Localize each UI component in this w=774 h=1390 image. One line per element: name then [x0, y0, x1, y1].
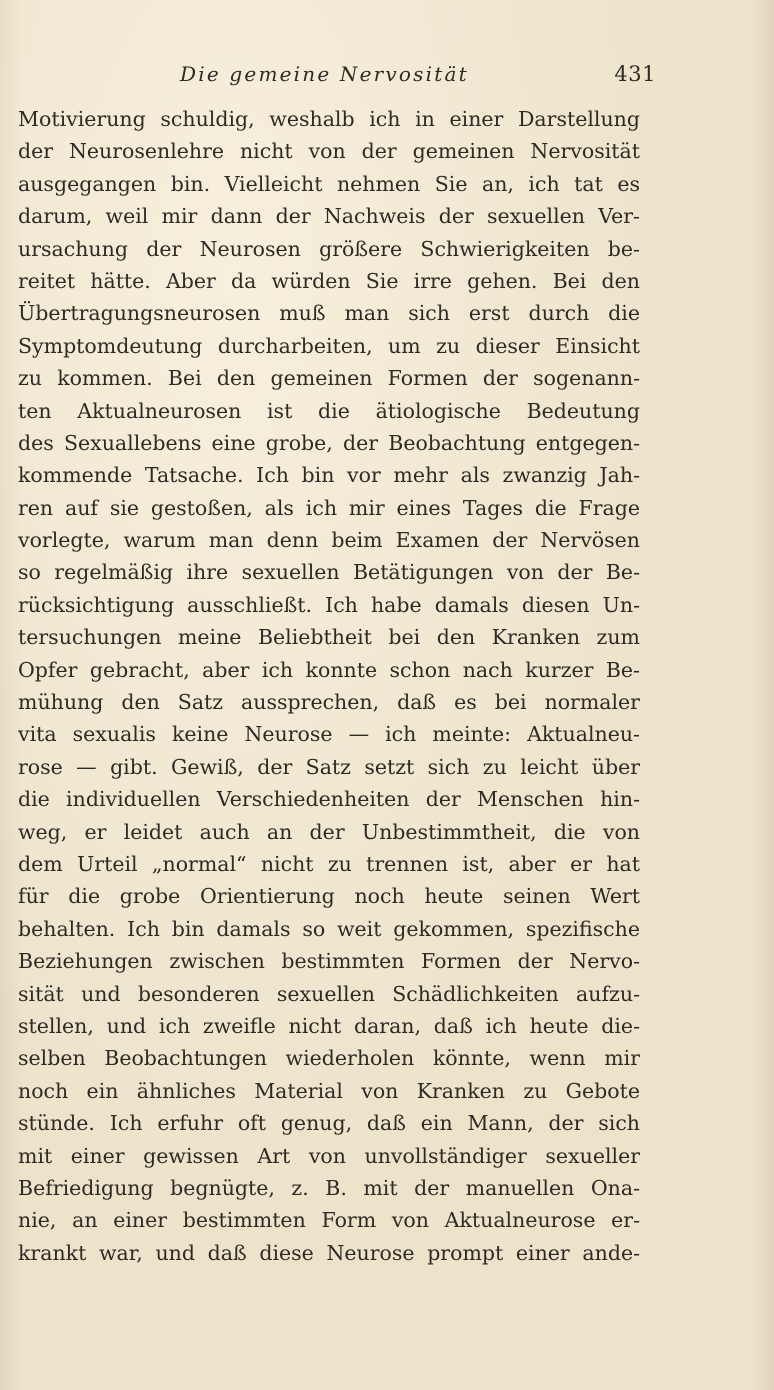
text-line: vorlegte, warum man denn beim Examen der Nervösen	[18, 528, 640, 553]
text-line: rücksichtigung ausschließt. Ich habe damals diesen Un-	[18, 592, 640, 617]
text-line: Befriedigung begnügte, z. B. mit der manuellen Ona-	[18, 1175, 640, 1200]
text-line: Motivierung schuldig, weshalb ich in einer Darstellung	[18, 107, 640, 131]
text-line: so regelmäßig ihre sexuellen Betätigungen von der Be-	[18, 560, 640, 585]
running-head	[180, 62, 656, 92]
text-line: nie, an einer bestimmten Form von Aktualneurose er-	[18, 1208, 640, 1233]
text-line: tersuchungen meine Beliebtheit bei den Kranken zum	[18, 625, 640, 650]
text-line: noch ein ähnliches Material von Kranken zu Gebote	[18, 1078, 640, 1103]
text-line: rose — gibt. Gewiß, der Satz setzt sich zu leicht über	[18, 754, 640, 779]
page-number: 431	[614, 62, 656, 86]
text-line: stünde. Ich erfuhr oft genug, daß ein Mann, der sich	[18, 1111, 640, 1136]
text-line: des Sexuallebens eine grobe, der Beobachtung entgegen-	[18, 430, 640, 455]
text-line: zu kommen. Bei den gemeinen Formen der sogenann-	[18, 366, 640, 391]
text-line: Übertragungsneurosen muß man sich erst durch die	[18, 301, 640, 326]
text-line: sität und besonderen sexuellen Schädlichkeiten aufzu-	[18, 981, 640, 1006]
text-line: die individuellen Verschiedenheiten der Menschen hin-	[18, 787, 640, 812]
text-line: behalten. Ich bin damals so weit gekommen, spezifische	[18, 916, 640, 941]
text-line: stellen, und ich zweifle nicht daran, daß ich heute die-	[18, 1013, 640, 1038]
text-line: mit einer gewissen Art von unvollständiger sexueller	[18, 1143, 640, 1168]
text-line: ursachung der Neurosen größere Schwierigkeiten be-	[18, 236, 640, 261]
text-line: reitet hätte. Aber da würden Sie irre gehen. Bei den	[18, 268, 640, 293]
text-line: krankt war, und daß diese Neurose prompt einer ande-	[18, 1240, 640, 1265]
text-line: kommende Tatsache. Ich bin vor mehr als zwanzig Jah-	[18, 463, 640, 488]
text-line: selben Beobachtungen wiederholen könnte, wenn mir	[18, 1046, 640, 1071]
text-line: Opfer gebracht, aber ich konnte schon nach kurzer Be-	[18, 657, 640, 682]
text-line: mühung den Satz aussprechen, daß es bei normaler	[18, 690, 640, 715]
text-line: Beziehungen zwischen bestimmten Formen der Nervo-	[18, 949, 640, 974]
text-line: dem Urteil „normal“ nicht zu trennen ist, aber er hat	[18, 851, 640, 876]
text-line: darum, weil mir dann der Nachweis der sexuellen Ver-	[18, 204, 640, 229]
text-line: der Neurosenlehre nicht von der gemeinen Nervosität	[18, 139, 640, 164]
text-line: ten Aktualneurosen ist die ätiologische Bedeutung	[18, 398, 640, 423]
body-text	[18, 103, 640, 1269]
running-head-title: Die gemeine Nervosität	[180, 62, 469, 86]
text-line: für die grobe Orientierung noch heute seinen Wert	[18, 884, 640, 909]
text-line: vita sexualis keine Neurose — ich meinte: Aktualneu-	[18, 722, 640, 747]
text-line: Symptomdeutung durcharbeiten, um zu dieser Einsicht	[18, 333, 640, 358]
text-line: ren auf sie gestoßen, als ich mir eines Tages die Frage	[18, 495, 640, 520]
text-line: ausgegangen bin. Vielleicht nehmen Sie an, ich tat es	[18, 171, 640, 196]
text-line: weg, er leidet auch an der Unbestimmtheit, die von	[18, 819, 640, 844]
